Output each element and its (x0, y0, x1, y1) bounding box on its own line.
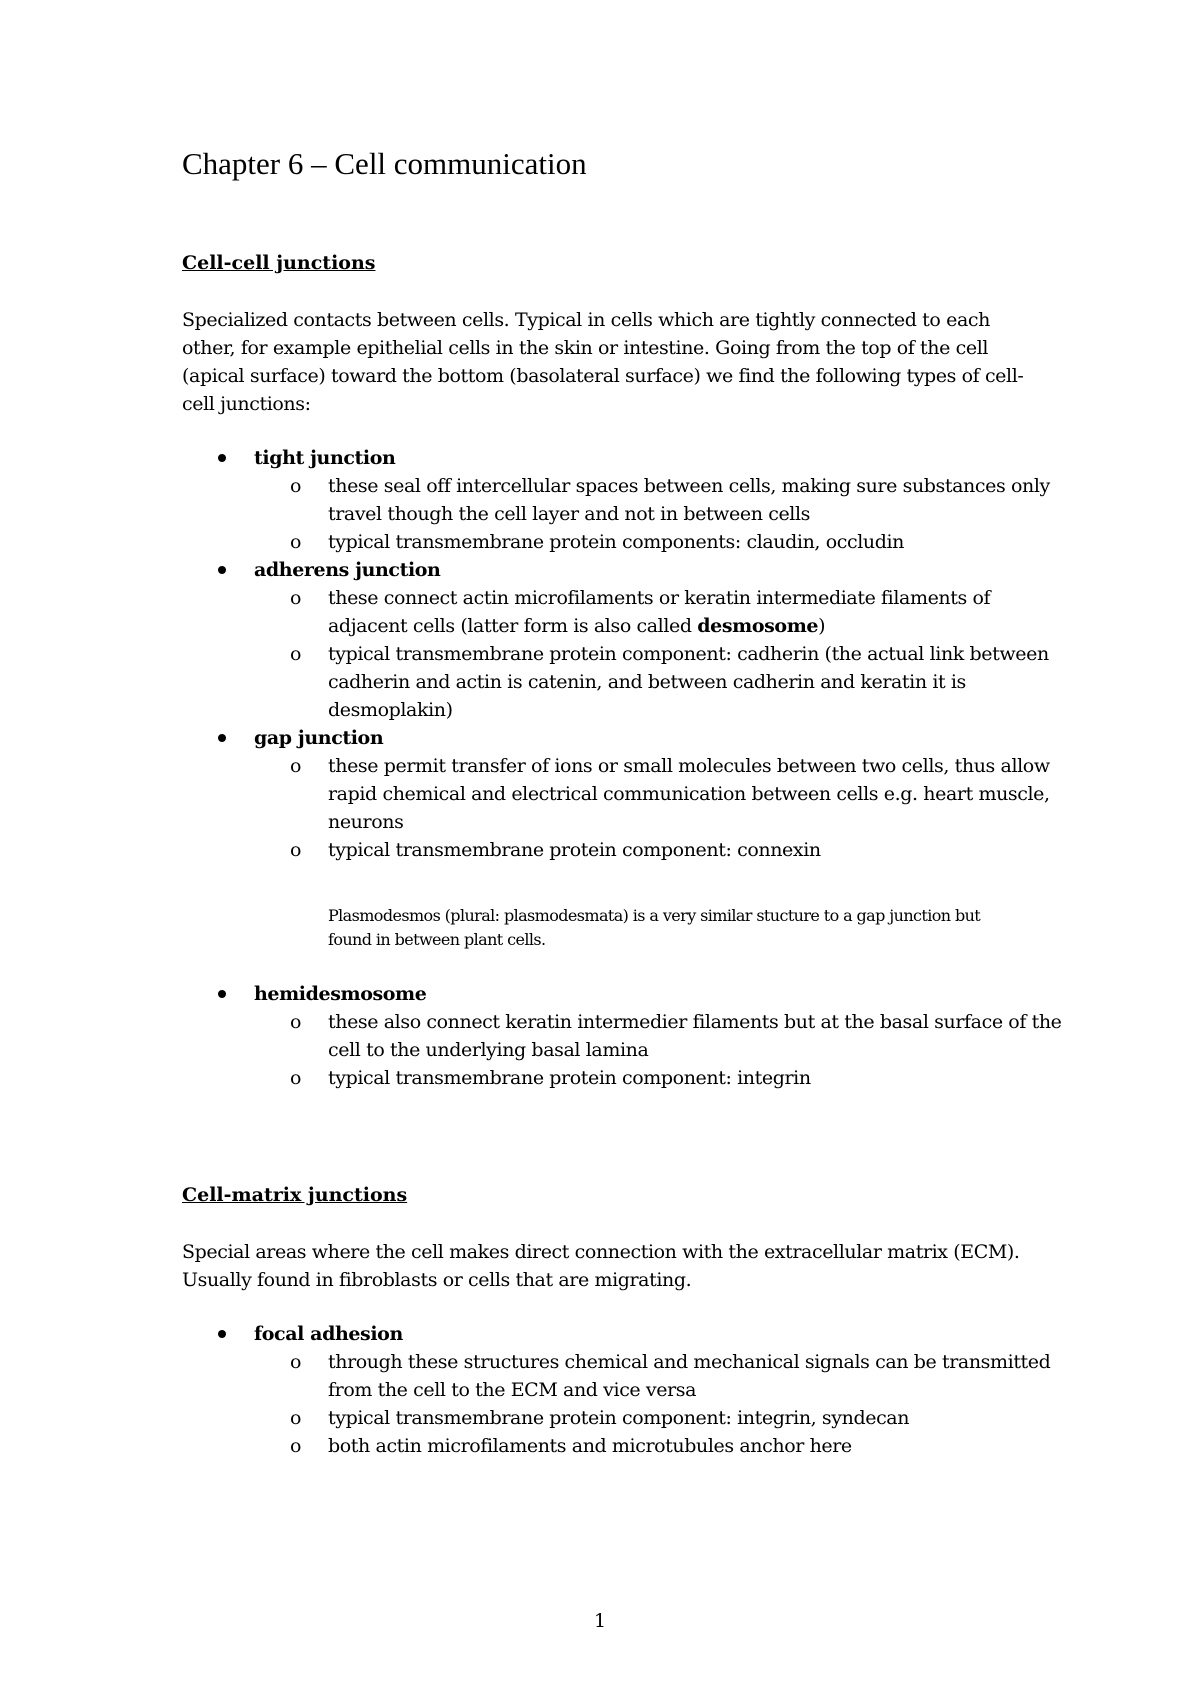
circle-bullet-icon: o (290, 1407, 302, 1429)
bullet-icon (218, 990, 226, 998)
junction-list-1 (182, 444, 1062, 864)
sub-list-item (254, 640, 1062, 724)
bullet-icon (218, 1330, 226, 1338)
plasmodesmata-note: Plasmodesmos (plural: plasmodesmata) is a very similar stucture to a gap junction but found in between plant cells. (328, 906, 981, 949)
circle-bullet-icon: o (290, 531, 302, 553)
list-item-focal-adhesion (182, 1320, 1062, 1460)
sub-item-text: typical transmembrane protein component: connexin (328, 839, 821, 861)
section-intro-cell-cell: Specialized contacts between cells. Typical in cells which are tightly connected to each other, for example epithelial cells in the skin or intestine. Going from the top of the cell (apical surface) toward the bottom (basolateral surface) we find the following types of cell-cell junctions: (182, 309, 1024, 415)
list-item-gap-junction (182, 724, 1062, 864)
circle-bullet-icon: o (290, 1435, 302, 1457)
bullet-icon (218, 454, 226, 462)
sub-list-item (254, 1348, 1062, 1404)
page-number: 1 (593, 1610, 607, 1632)
item-label: tight junction (254, 447, 396, 469)
sub-list-item (254, 1404, 1062, 1432)
sub-item-text-after: ) (818, 615, 826, 637)
item-label: hemidesmosome (254, 983, 427, 1005)
junction-list-2 (182, 980, 1062, 1092)
item-label: focal adhesion (254, 1323, 403, 1345)
sub-item-text: these also connect keratin intermedier filaments but at the basal surface of the cell to the underlying basal lamina (328, 1011, 1062, 1061)
sub-list-item (254, 1432, 1062, 1460)
sub-item-text: typical transmembrane protein component: integrin (328, 1067, 811, 1089)
sub-item-text: typical transmembrane protein component: integrin, syndecan (328, 1407, 910, 1429)
desmosome-term: desmosome (697, 615, 819, 637)
sub-item-text-before: these connect actin microfilaments or keratin intermediate filaments of adjacent cells (latter form is also called (328, 587, 991, 637)
sub-list-item (254, 752, 1062, 836)
sub-list (254, 584, 1062, 724)
list-item-adherens-junction (182, 556, 1062, 724)
section-heading-cell-cell-junctions: Cell-cell junctions (182, 252, 376, 274)
sub-list (254, 1008, 1062, 1092)
sub-item-text: these seal off intercellular spaces between cells, making sure substances only travel though the cell layer and not in between cells (328, 475, 1050, 525)
sub-list-item (254, 584, 1062, 640)
sub-item-text: both actin microfilaments and microtubules anchor here (328, 1435, 852, 1457)
sub-list-item (254, 836, 1062, 864)
sub-list-item (254, 472, 1062, 528)
section-intro-cell-matrix: Special areas where the cell makes direct connection with the extracellular matrix (ECM). Usually found in fibroblasts or cells that are migrating. (182, 1241, 1020, 1291)
circle-bullet-icon: o (290, 475, 302, 497)
list-item-tight-junction (182, 444, 1062, 556)
sub-item-text: these permit transfer of ions or small molecules between two cells, thus allow rapid chemical and electrical communication between cells e.g. heart muscle, neurons (328, 755, 1050, 833)
item-label: adherens junction (254, 559, 441, 581)
circle-bullet-icon: o (290, 1067, 302, 1089)
junction-list-3 (182, 1320, 1062, 1460)
section-heading-cell-matrix-junctions: Cell-matrix junctions (182, 1184, 408, 1206)
item-label: gap junction (254, 727, 384, 749)
sub-list (254, 1348, 1062, 1460)
circle-bullet-icon: o (290, 755, 302, 777)
sub-list-item (254, 528, 1062, 556)
circle-bullet-icon: o (290, 1011, 302, 1033)
sub-list (254, 472, 1062, 556)
circle-bullet-icon: o (290, 587, 302, 609)
circle-bullet-icon: o (290, 839, 302, 861)
page-title: Chapter 6 – Cell communication (182, 146, 587, 181)
sub-list-item (254, 1008, 1062, 1064)
circle-bullet-icon: o (290, 643, 302, 665)
bullet-icon (218, 734, 226, 742)
sub-item-text: through these structures chemical and mechanical signals can be transmitted from the cell to the ECM and vice versa (328, 1351, 1051, 1401)
sub-list-item (254, 1064, 1062, 1092)
list-item-hemidesmosome (182, 980, 1062, 1092)
sub-item-text: typical transmembrane protein components: claudin, occludin (328, 531, 905, 553)
sub-item-text: typical transmembrane protein component: cadherin (the actual link between cadherin and actin is catenin, and between cadherin and keratin it is desmoplakin) (328, 643, 1049, 721)
circle-bullet-icon: o (290, 1351, 302, 1373)
bullet-icon (218, 566, 226, 574)
sub-list (254, 752, 1062, 864)
